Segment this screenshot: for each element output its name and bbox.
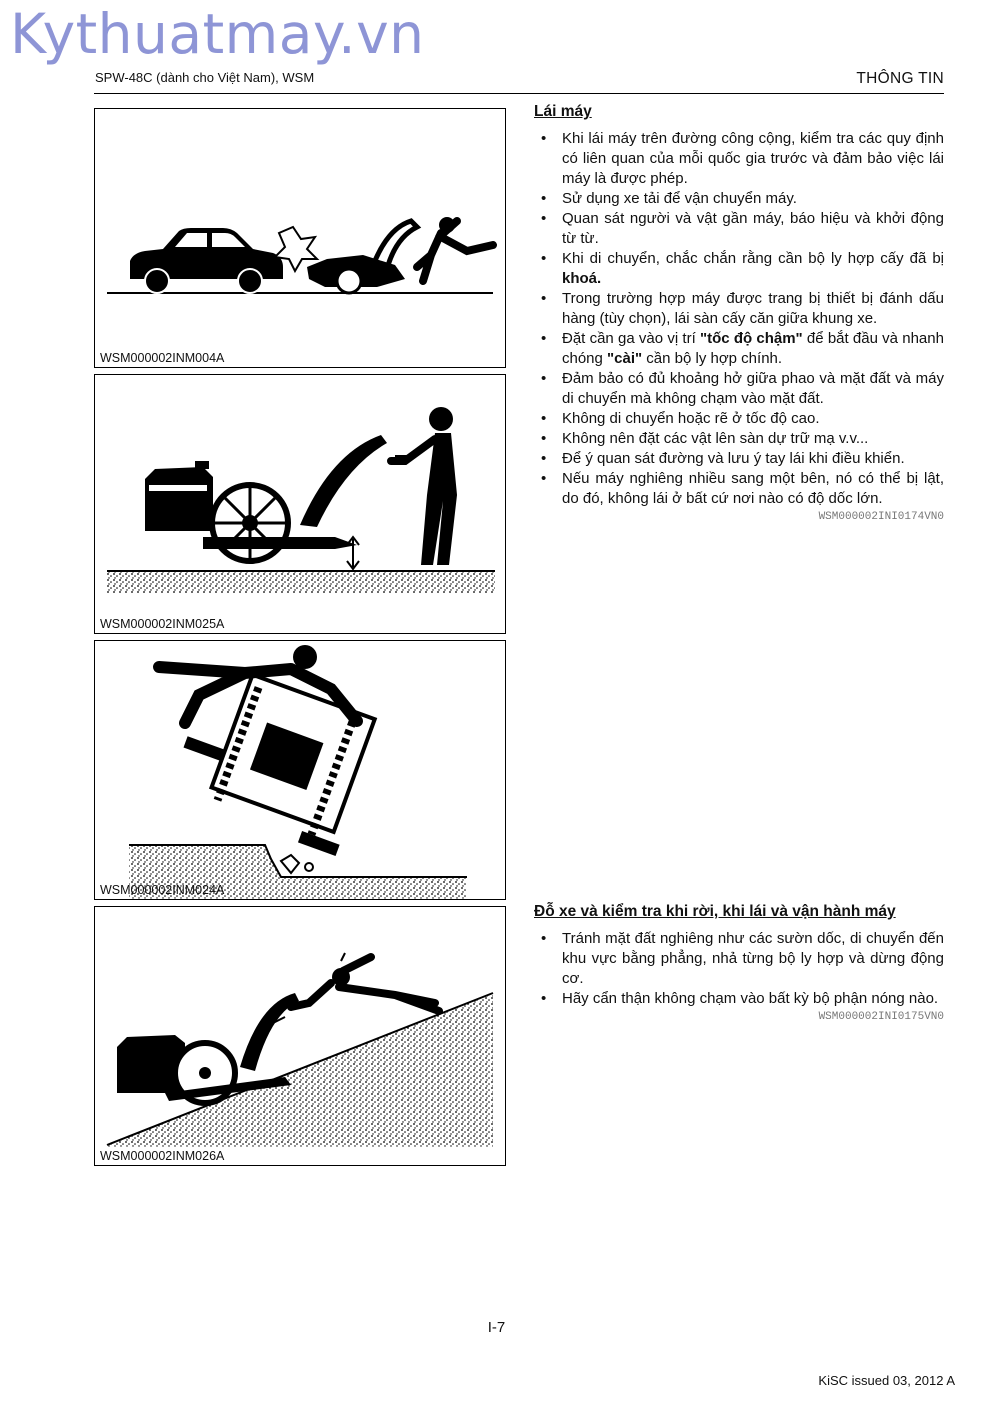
- list-item: • Tránh mặt đất nghiêng như các sườn dốc, di chuyển đến khu vực bằng phẳng, nhả từng bộ ly hợp và dừng động cơ.: [534, 929, 944, 989]
- section-driving: [534, 103, 944, 523]
- list-item: • Nếu máy nghiêng nhiều sang một bên, nó có thể bị lật, do đó, không lái ở bất cứ nơi nào có độ dốc lớn.: [534, 469, 944, 509]
- machine-overturn-illustration: [95, 641, 505, 899]
- reference-code: WSM000002INI0175VN0: [818, 1011, 944, 1023]
- issue-note: KiSC issued 03, 2012 A: [818, 1373, 955, 1388]
- figure-machine-overturn: [94, 640, 506, 900]
- bullet-list: [534, 129, 944, 509]
- bullet-list: [534, 929, 944, 1009]
- page-number: I-7: [487, 1319, 506, 1336]
- figure-caption: WSM000002INM004A: [100, 351, 225, 365]
- reference-code: WSM000002INI0174VN0: [818, 511, 944, 523]
- figure-slope-fall: [94, 906, 506, 1166]
- figure-caption: WSM000002INM025A: [100, 617, 225, 631]
- list-item: • Để ý quan sát đường và lưu ý tay lái khi điều khiển.: [534, 449, 944, 469]
- list-item: • Khi di chuyển, chắc chắn rằng cần bộ ly hợp cấy đã bị khoá.: [534, 249, 944, 289]
- figure-caption: WSM000002INM024A: [100, 883, 225, 897]
- list-item: • Không nên đặt các vật lên sàn dự trữ mạ v.v...: [534, 429, 944, 449]
- list-item: • Khi lái máy trên đường công cộng, kiểm tra các quy định có liên quan của mỗi quốc gia trước và đảm bảo việc lái máy là được phép.: [534, 129, 944, 189]
- figure-road-collision: [94, 108, 506, 368]
- list-item: • Đặt cần ga vào vị trí "tốc độ chậm" để bắt đầu và nhanh chóng "cài" cần bộ ly hợp chính.: [534, 329, 944, 369]
- header-divider: [94, 93, 944, 94]
- header-section-title: THÔNG TIN: [856, 70, 944, 87]
- section-parking: [534, 903, 944, 1023]
- list-item: • Trong trường hợp máy được trang bị thiết bị đánh dấu hàng (tùy chọn), lái sàn cấy căn giữa khung xe.: [534, 289, 944, 329]
- header-manual-title: SPW-48C (dành cho Việt Nam), WSM: [95, 70, 315, 85]
- list-item: • Hãy cẩn thận không chạm vào bất kỳ bộ phận nóng nào.: [534, 989, 944, 1009]
- slope-fall-illustration: [95, 907, 505, 1165]
- list-item: • Không di chuyển hoặc rẽ ở tốc độ cao.: [534, 409, 944, 429]
- list-item: • Quan sát người và vật gần máy, báo hiệu và khởi động từ từ.: [534, 209, 944, 249]
- list-item: • Sử dụng xe tải để vận chuyển máy.: [534, 189, 944, 209]
- list-item: • Đảm bảo có đủ khoảng hở giữa phao và mặt đất và máy di chuyển mà không chạm vào mặt đất.: [534, 369, 944, 409]
- section-title: Đỗ xe và kiểm tra khi rời, khi lái và vận hành máy: [534, 903, 896, 920]
- watermark-logo: Kythuatmay.vn: [10, 2, 425, 66]
- operator-walking-illustration: [95, 375, 505, 633]
- road-collision-illustration: [95, 109, 505, 367]
- figure-operator-walking: [94, 374, 506, 634]
- figure-caption: WSM000002INM026A: [100, 1149, 225, 1163]
- section-title: Lái máy: [534, 103, 592, 120]
